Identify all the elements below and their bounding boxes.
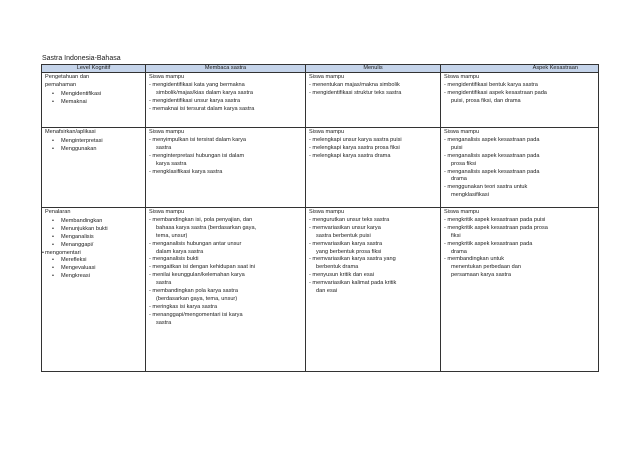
level-skill-item: • Menanggapi/ bbox=[55, 242, 142, 250]
cell-line: - menentukan majas/makna simbolik bbox=[309, 81, 400, 88]
cell-line: dalam karya sastra bbox=[156, 248, 204, 255]
level-skill-item: • Menginterpretasi bbox=[55, 138, 142, 146]
level-skill-list bbox=[45, 218, 142, 281]
cell-aspek bbox=[441, 73, 599, 128]
cell-lead-text: Siswa mampu bbox=[444, 129, 480, 135]
cell-line: - menyusun kritik dan esai bbox=[309, 272, 374, 279]
level-skill-item: • Mengkreasi bbox=[55, 273, 142, 281]
cell-line: puisi, prosa fiksi, dan drama bbox=[451, 97, 521, 104]
cell-line-list bbox=[149, 82, 302, 114]
header-membaca-sastra: Membaca sastra bbox=[146, 65, 306, 73]
cell-line-list bbox=[149, 217, 302, 328]
level-skill-item: • Merefleksi bbox=[55, 257, 142, 265]
cell-line: bahasa karya sastra (berdasarkan gaya, bbox=[156, 224, 257, 231]
level-title: Pengetahuan dan bbox=[45, 74, 90, 80]
cell-line: drama bbox=[451, 248, 467, 255]
cell-line: (berdasarkan gaya, tema, unsur) bbox=[156, 295, 238, 302]
cell-line: puisi bbox=[451, 144, 463, 151]
cell-level-kognitif bbox=[42, 128, 146, 208]
cell-line: drama bbox=[451, 176, 467, 183]
level-skill-item: • Membandingkan bbox=[55, 218, 142, 226]
cell-line: - mengklasifikasi karya sastra bbox=[149, 168, 223, 175]
cell-line: - mengkritik aspek kesastraan pada puisi bbox=[444, 216, 546, 223]
cell-line: fiksi bbox=[451, 232, 461, 239]
cell-line: - membandingkan pola karya sastra bbox=[149, 288, 238, 295]
level-title: Penalaran bbox=[45, 209, 71, 215]
cell-line: - menganalisis bukti bbox=[149, 256, 199, 263]
level-skill-list bbox=[45, 91, 142, 107]
cell-line: sastra bbox=[156, 144, 172, 151]
cell-line: - melengkapi karya sastra drama bbox=[309, 152, 391, 159]
cell-line: dan esai bbox=[316, 288, 338, 295]
level-skill-list bbox=[45, 138, 142, 154]
table-row bbox=[42, 208, 599, 372]
cell-lead-text: Siswa mampu bbox=[444, 209, 480, 215]
cell-lead-text: Siswa mampu bbox=[149, 74, 185, 80]
cell-line: - meringkas isi karya sastra bbox=[149, 303, 218, 310]
cell-lead-text: Siswa mampu bbox=[309, 209, 345, 215]
cell-line: - mengidentifikasi struktur teks sastra bbox=[309, 89, 402, 96]
cell-line: - menganalisis hubungan antar unsur bbox=[149, 240, 242, 247]
cell-line: sastra bbox=[156, 280, 172, 287]
cell-membaca bbox=[146, 208, 306, 372]
table-body bbox=[42, 73, 599, 372]
cell-line: - mengaitkan isi dengan kehidupan saat ini bbox=[149, 264, 256, 271]
competency-table bbox=[41, 64, 599, 372]
cell-line-list bbox=[149, 137, 302, 177]
cell-line: simbolik/majas/kias dalam karya sastra bbox=[156, 89, 253, 96]
level-title: pemahaman bbox=[45, 81, 77, 88]
cell-level-kognitif bbox=[42, 73, 146, 128]
cell-menulis bbox=[306, 73, 441, 128]
cell-line: berbentuk drama bbox=[316, 264, 359, 271]
cell-line: - memvariasikan karya sastra yang bbox=[309, 256, 396, 263]
table-row bbox=[42, 128, 599, 208]
cell-line: - memvariasikan karya sastra bbox=[309, 240, 383, 247]
cell-lead-text: Siswa mampu bbox=[149, 209, 185, 215]
cell-membaca bbox=[146, 73, 306, 128]
cell-line: - menggunakan teori sastra untuk bbox=[444, 184, 528, 191]
cell-level-kognitif bbox=[42, 208, 146, 372]
cell-line: menentukan perbedaan dan bbox=[451, 264, 521, 271]
header-aspek-kesastraan: Aspek Kesastraan bbox=[441, 65, 599, 73]
cell-aspek bbox=[441, 128, 599, 208]
cell-lead-text: Siswa mampu bbox=[444, 74, 480, 80]
cell-line: - menilai keunggulan/kelemahan karya bbox=[149, 272, 245, 279]
cell-line: - menginterpretasi hubungan isi dalam bbox=[149, 152, 245, 159]
cell-line: - mengurutkan unsur teks sastra bbox=[309, 216, 390, 223]
cell-line-list bbox=[444, 137, 595, 200]
table-row bbox=[42, 73, 599, 128]
cell-line: - memvariasikan kalimat pada kritik bbox=[309, 280, 397, 287]
cell-line: karya sastra bbox=[156, 160, 187, 167]
level-skill-item: • Menunjukkan bukti bbox=[55, 226, 142, 234]
cell-line: - mengidentifikasi kata yang bermakna bbox=[149, 81, 245, 88]
header-menulis: Menulis bbox=[306, 65, 441, 73]
cell-lead-text: Siswa mampu bbox=[309, 74, 345, 80]
level-skill-item: • Menganalisis bbox=[55, 234, 142, 242]
cell-aspek bbox=[441, 208, 599, 372]
cell-membaca bbox=[146, 128, 306, 208]
level-skill-item: • Mengevaluasi bbox=[55, 265, 142, 273]
cell-line: - melengkapi unsur karya sastra puisi bbox=[309, 136, 402, 143]
level-skill-item: • Menggunakan bbox=[55, 146, 142, 154]
level-skill-item: • Memaknai bbox=[55, 99, 142, 107]
table-header-row bbox=[42, 65, 599, 73]
cell-line: - melengkapi karya sastra prosa fiksi bbox=[309, 144, 400, 151]
cell-line-list bbox=[444, 82, 595, 106]
cell-line-list bbox=[309, 217, 437, 296]
level-title: Menafsirkan/aplikasi bbox=[45, 129, 96, 135]
cell-line: - menganalisis aspek kesastraan pada bbox=[444, 152, 540, 159]
cell-lead-text: Siswa mampu bbox=[309, 129, 345, 135]
level-skill-item: • mengomentari bbox=[45, 250, 142, 258]
cell-line: sastra bbox=[156, 319, 172, 326]
cell-line: - mengkritik aspek kesastraan pada bbox=[444, 240, 533, 247]
cell-line: tema, unsur) bbox=[156, 232, 188, 239]
cell-line: prosa fiksi bbox=[451, 160, 477, 167]
cell-lead-text: Siswa mampu bbox=[149, 129, 185, 135]
cell-line: - menganalisis aspek kesastraan pada bbox=[444, 136, 540, 143]
cell-line: - menyimpulkan isi tersirat dalam karya bbox=[149, 136, 246, 143]
cell-line: - membandingkan untuk bbox=[444, 256, 505, 263]
cell-line: mengklasifikasi bbox=[451, 192, 489, 199]
cell-line: - mengidentifikasi aspek kesastraan pada bbox=[444, 89, 547, 96]
cell-line: yang berbentuk prosa fiksi bbox=[316, 248, 382, 255]
cell-line: - menanggapi/mengomentari isi karya bbox=[149, 311, 243, 318]
document-title: Sastra Indonesia-Bahasa bbox=[42, 55, 121, 62]
cell-line: - menganalisis aspek kesastraan pada bbox=[444, 168, 540, 175]
cell-line: persamaan karya sastra bbox=[451, 272, 512, 279]
cell-line: - mengidentifikasi bentuk karya sastra bbox=[444, 81, 538, 88]
cell-menulis bbox=[306, 208, 441, 372]
level-skill-item: • Mengidentifikasi bbox=[55, 91, 142, 99]
cell-line: - memaknai isi tersurat dalam karya sastra bbox=[149, 105, 255, 112]
cell-line-list bbox=[309, 137, 437, 161]
header-level-kognitif: Level Kognitif bbox=[42, 65, 146, 73]
cell-menulis bbox=[306, 128, 441, 208]
cell-line: - mengkritik aspek kesastraan pada prosa bbox=[444, 224, 548, 231]
cell-line-list bbox=[309, 82, 437, 98]
cell-line: - memvariasikan unsur karya bbox=[309, 224, 381, 231]
cell-line: sastra berbentuk puisi bbox=[316, 232, 371, 239]
cell-line: - membandingkan isi, pola penyajian, dan bbox=[149, 216, 253, 223]
cell-line-list bbox=[444, 217, 595, 280]
cell-line: - mengidentifikasi unsur karya sastra bbox=[149, 97, 241, 104]
